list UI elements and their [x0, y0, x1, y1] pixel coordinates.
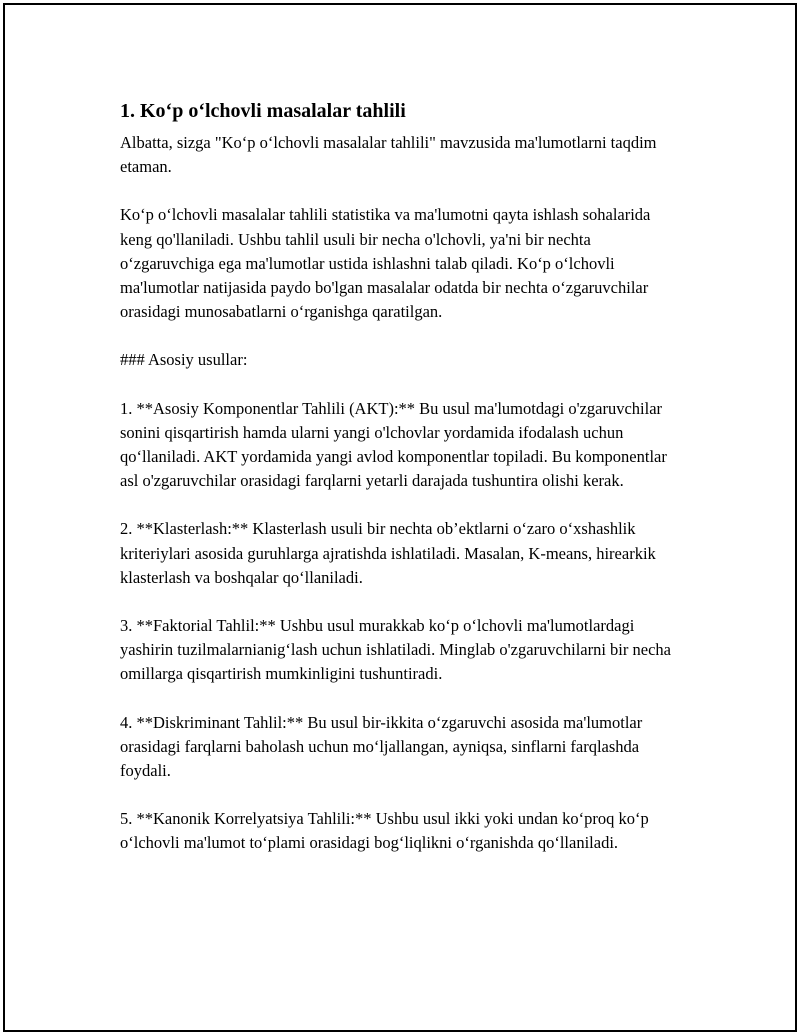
- method-paragraph-3: 3. **Faktorial Tahlil:** Ushbu usul murakkab ko‘p o‘lchovli ma'lumotlardagi yashirin tuzilmalarnianig‘lash uchun ishlatiladi. Minglab o'zgaruvchilarni bir necha omillarga qisqartirish mumkinligini tushuntiradi.: [120, 616, 671, 684]
- document-title: 1. Ko‘p o‘lchovli masalalar tahlili: [120, 100, 406, 122]
- document-body: [120, 97, 685, 880]
- intro-paragraph: Albatta, sizga "Ko‘p o‘lchovli masalalar tahlili" mavzusida ma'lumotlarni taqdim etaman.: [120, 133, 657, 177]
- page-frame: [3, 3, 797, 1032]
- section-heading-paragraph: ### Asosiy usullar:: [120, 350, 248, 370]
- overview-paragraph: Ko‘p o‘lchovli masalalar tahlili statistika va ma'lumotni qayta ishlash sohalarida keng qo'llaniladi. Ushbu tahlil usuli bir necha o'lchovli, ya'ni bir nechta o‘zgaruvchiga ega ma'lumotlar ustida ishlashni talab qiladi. Ko‘p o‘lchovli ma'lumotlar natijasida paydo bo'lgan masalalar odatda bir nechta o‘zgaruvchilar orasidagi munosabatlarni o‘rganishga qaratilgan.: [120, 205, 651, 322]
- method-paragraph-5: 5. **Kanonik Korrelyatsiya Tahlili:** Ushbu usul ikki yoki undan ko‘proq ko‘p o‘lchovli ma'lumot to‘plami orasidagi bog‘liqlikni o‘rganishda qo‘llaniladi.: [120, 809, 649, 853]
- method-paragraph-2: 2. **Klasterlash:** Klasterlash usuli bir nechta ob’ektlarni o‘zaro o‘xshashlik kriteriylari asosida guruhlarga ajratishda ishlatiladi. Masalan, K-means, hirearkik klasterlash va boshqalar qo‘llaniladi.: [120, 519, 656, 587]
- method-paragraph-4: 4. **Diskriminant Tahlil:** Bu usul bir-ikkita o‘zgaruvchi asosida ma'lumotlar orasidagi farqlarni baholash uchun mo‘ljallangan, ayniqsa, sinflarni farqlashda foydali.: [120, 712, 643, 781]
- method-paragraph-1: 1. **Asosiy Komponentlar Tahlili (AKT):** Bu usul ma'lumotdagi o'zgaruvchilar sonini qisqartirish hamda ularni yangi o'lchovlar yordamida ifodalash uchun qo‘llaniladi. AKT yordamida yangi avlod komponentlar topiladi. Bu komponentlar asl o'zgaruvchilar orasidagi farqlarni yetarli darajada tushuntira olishi kerak.: [120, 398, 667, 491]
